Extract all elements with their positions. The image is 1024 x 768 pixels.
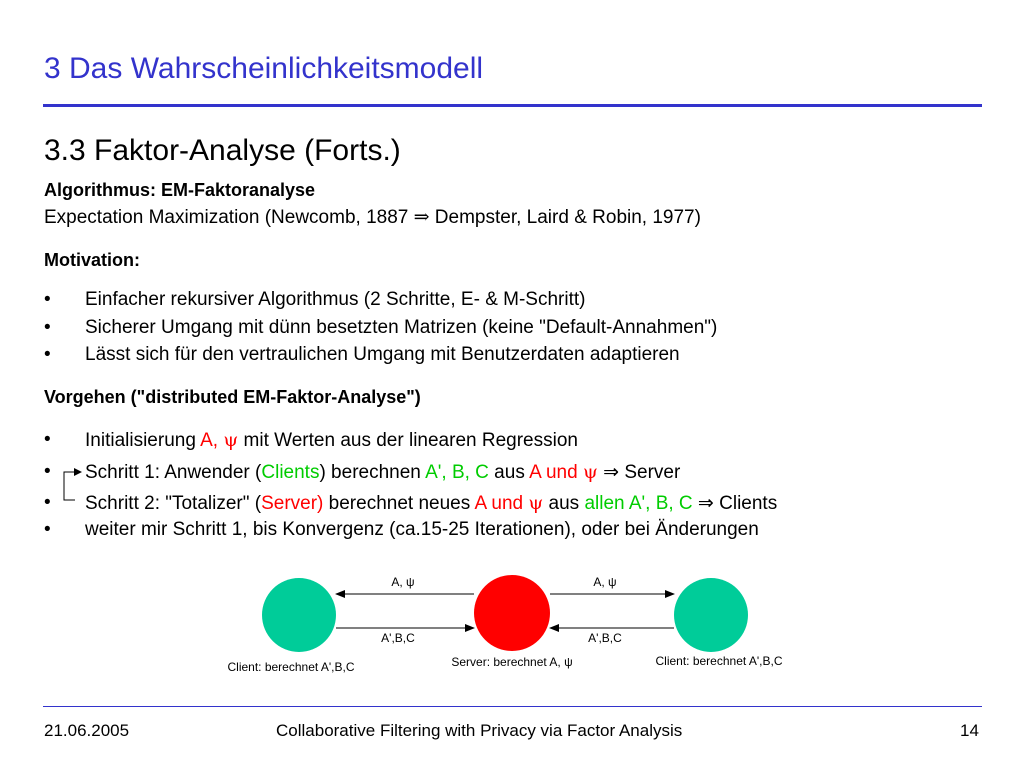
- label-up-right: A, ψ: [593, 575, 617, 589]
- procedure-item-step2: [85, 492, 777, 515]
- text-segment: Initialisierung: [85, 430, 201, 451]
- motivation-item: Einfacher rekursiver Algorithmus (2 Schritte, E- & M-Schritt): [85, 289, 586, 310]
- client-right-caption: Client: berechnet A',B,C: [655, 654, 783, 668]
- a-und-highlight: A und: [529, 462, 583, 483]
- motivation-item: Sicherer Umgang mit dünn besetzten Matrizen (keine "Default-Annahmen"): [85, 317, 718, 338]
- bullet-icon: •: [44, 429, 51, 450]
- psi-symbol: ψ: [582, 461, 598, 483]
- label-up-left: A, ψ: [391, 575, 415, 589]
- psi-symbol: ψ: [223, 429, 239, 451]
- bullet-icon: •: [44, 344, 51, 365]
- algorithm-line-a: Expectation Maximization (Newcomb, 1887: [44, 207, 414, 228]
- text-segment: Schritt 2: "Totalizer" (: [85, 493, 262, 514]
- motivation-heading: Motivation:: [44, 250, 140, 270]
- footer-date: 21.06.2005: [44, 721, 130, 740]
- procedure-item-init: [85, 429, 578, 452]
- bullet-icon: •: [44, 289, 51, 310]
- algorithm-line-b: Dempster, Laird & Robin, 1977): [429, 207, 701, 228]
- procedure-heading: Vorgehen ("distributed EM-Faktor-Analyse"): [44, 387, 421, 407]
- loop-connector: [50, 465, 90, 510]
- procedure-item-iterate: weiter mir Schritt 1, bis Konvergenz (ca.15-25 Iterationen), oder bei Änderungen: [85, 519, 759, 540]
- server-highlight: Server): [261, 493, 324, 514]
- text-segment: mit Werten aus der linearen Regression: [238, 430, 578, 451]
- abc-highlight: A', B, C: [425, 462, 489, 483]
- bullet-icon: •: [44, 317, 51, 338]
- highlight-a: A,: [200, 430, 224, 451]
- footer-title: Collaborative Filtering with Privacy via Factor Analysis: [276, 721, 683, 740]
- bullet-icon: •: [44, 492, 51, 513]
- motivation-item: Lässt sich für den vertraulichen Umgang mit Benutzerdaten adaptieren: [85, 344, 680, 365]
- to-server-text: ⇒ Server: [597, 462, 681, 483]
- text-segment: aus: [488, 462, 530, 483]
- bullet-icon: •: [44, 461, 51, 482]
- text-segment: aus: [543, 493, 585, 514]
- text-segment: ) berechnen: [319, 462, 426, 483]
- footer-divider: [43, 706, 982, 707]
- slide-title: 3 Das Wahrscheinlichkeitsmodell: [44, 52, 484, 85]
- bullet-icon: •: [44, 519, 51, 540]
- allen-abc-highlight: allen A', B, C: [584, 493, 693, 514]
- client-right-node: [674, 578, 748, 652]
- text-segment: berechnet neues: [323, 493, 475, 514]
- psi-symbol: ψ: [528, 492, 544, 514]
- server-node: [474, 575, 550, 651]
- text-segment: Schritt 1: Anwender (: [85, 462, 262, 483]
- clients-highlight: Clients: [261, 462, 320, 483]
- a-und-highlight: A und: [474, 493, 529, 514]
- client-left-node: [262, 578, 336, 652]
- page-number: 14: [960, 721, 979, 740]
- to-clients-text: ⇒ Clients: [692, 493, 778, 514]
- title-divider: [43, 104, 982, 107]
- algorithm-heading: Algorithmus: EM-Faktoranalyse: [44, 180, 316, 200]
- algorithm-description: [44, 206, 701, 229]
- procedure-item-step1: [85, 461, 680, 484]
- server-caption: Server: berechnet A, ψ: [451, 655, 573, 669]
- client-server-diagram: [0, 560, 1024, 690]
- client-left-caption: Client: berechnet A',B,C: [227, 660, 355, 674]
- section-title: 3.3 Faktor-Analyse (Forts.): [44, 134, 401, 167]
- implies-arrow-icon: ⇒: [413, 206, 430, 228]
- label-down-left: A',B,C: [381, 631, 415, 645]
- label-down-right: A',B,C: [588, 631, 622, 645]
